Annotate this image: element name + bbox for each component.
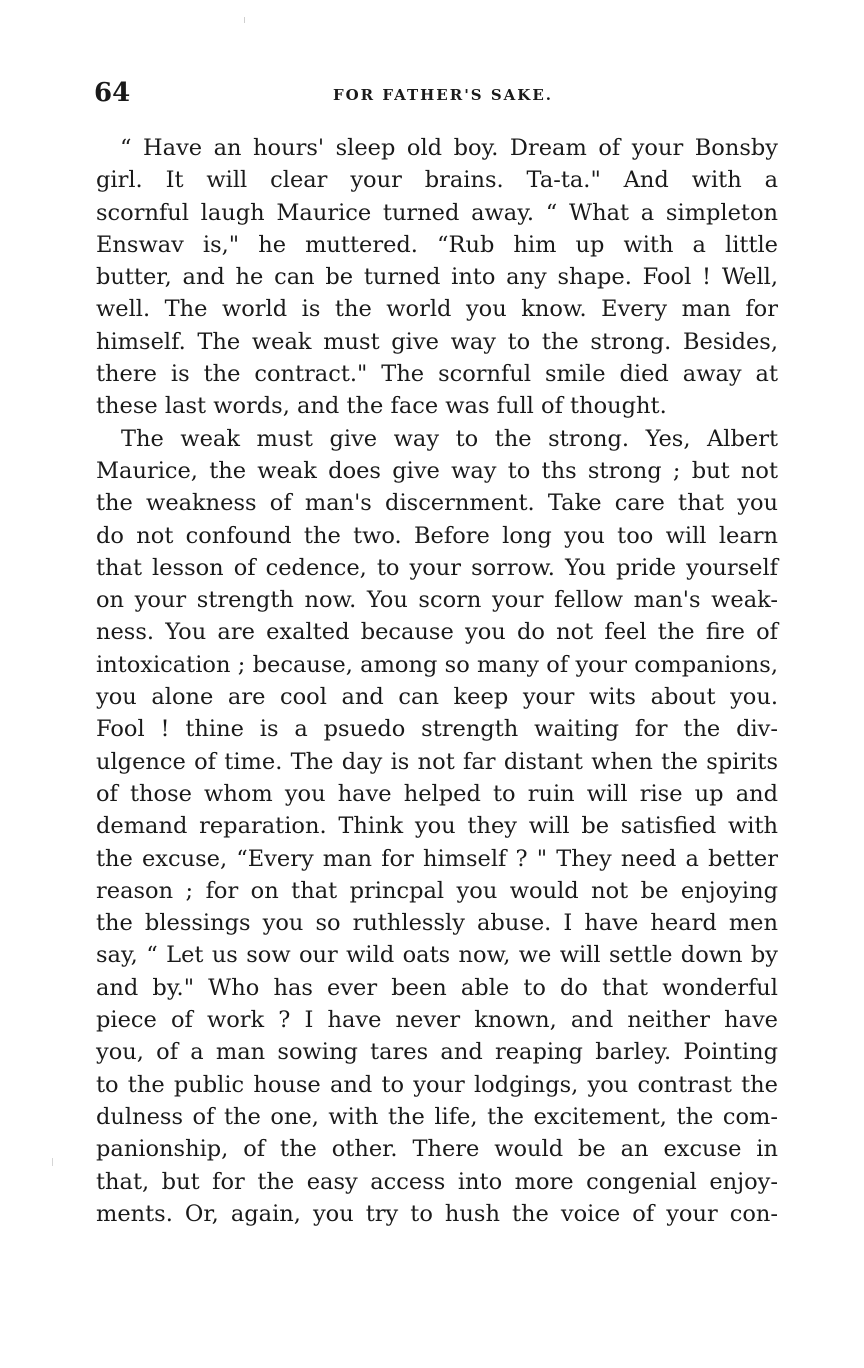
text-line: well. The world is the world you know. Every man for — [96, 296, 778, 323]
text-line: Enswav is," he muttered. “Rub him up with a little — [96, 231, 778, 258]
text-line: reason ; for on that princpal you would not be enjoying — [96, 877, 778, 904]
text-line: himself. The weak must give way to the strong. Besides, — [96, 328, 778, 355]
text-line: on your strength now. You scorn your fellow man's weak- — [96, 587, 778, 614]
text-line: intoxication ; because, among so many of your companions, — [96, 651, 778, 678]
page-number: 64 — [94, 78, 131, 108]
body-text — [96, 132, 778, 1230]
text-line: ulgence of time. The day is not far distant when the spirits — [96, 748, 778, 775]
text-line: to the public house and to your lodgings, you contrast the — [96, 1071, 778, 1098]
text-line: dulness of the one, with the life, the excitement, the com- — [96, 1103, 778, 1130]
text-line: you alone are cool and can keep your wits about you. — [96, 684, 778, 711]
text-line: girl. It will clear your brains. Ta-ta." And with a — [96, 167, 778, 194]
text-line: piece of work ? I have never known, and neither have — [96, 1007, 778, 1034]
text-line: and by." Who has ever been able to do that wonderful — [96, 974, 778, 1001]
page-header — [94, 78, 782, 112]
text-line: there is the contract." The scornful smile died away at — [96, 361, 778, 388]
scan-speck — [52, 1158, 53, 1166]
text-line: Fool ! thine is a psuedo strength waiting for the div- — [96, 716, 778, 743]
text-line: scornful laugh Maurice turned away. “ What a simpleton — [96, 199, 778, 226]
text-line: ments. Or, again, you try to hush the voice of your con- — [96, 1200, 778, 1227]
text-line: that lesson of cedence, to your sorrow. You pride yourself — [96, 554, 778, 581]
text-line: butter, and he can be turned into any shape. Fool ! Well, — [96, 264, 778, 291]
text-line: ness. You are exalted because you do not feel the fire of — [96, 619, 778, 646]
text-line: that, but for the easy access into more congenial enjoy- — [96, 1168, 778, 1195]
text-line: do not confound the two. Before long you too will learn — [96, 522, 778, 549]
text-line: The weak must give way to the strong. Yes, Albert — [121, 425, 778, 452]
text-line: the weakness of man's discernment. Take care that you — [96, 490, 778, 517]
text-line: panionship, of the other. There would be an excuse in — [96, 1136, 778, 1163]
text-line: Maurice, the weak does give way to ths strong ; but not — [96, 457, 778, 484]
text-line: say, “ Let us sow our wild oats now, we will settle down by — [96, 942, 778, 969]
text-line: the excuse, “Every man for himself ? " They need a better — [96, 845, 778, 872]
text-line: the blessings you so ruthlessly abuse. I have heard men — [96, 910, 778, 937]
text-line: you, of a man sowing tares and reaping barley. Pointing — [96, 1039, 778, 1066]
text-line: these last words, and the face was full of thought. — [96, 393, 667, 420]
running-head: FOR FATHER'S SAKE. — [332, 86, 554, 104]
text-line: “ Have an hours' sleep old boy. Dream of your Bonsby — [120, 135, 778, 161]
text-line: of those whom you have helped to ruin will rise up and — [96, 780, 778, 807]
scan-speck — [244, 17, 245, 23]
text-line: demand reparation. Think you they will be satisfied with — [96, 813, 778, 840]
